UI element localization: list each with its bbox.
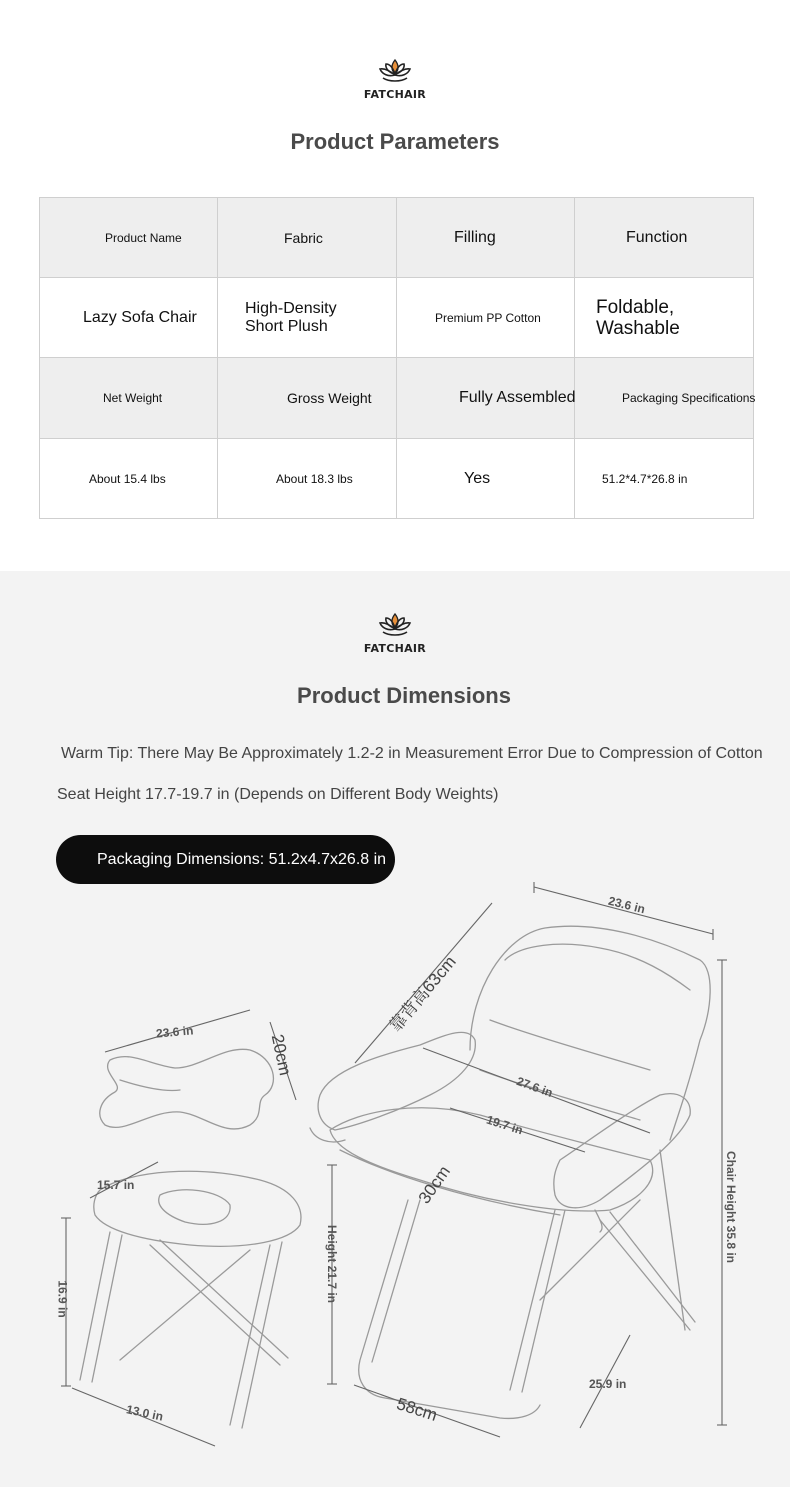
dimension-label: 23.6 in — [155, 1023, 194, 1041]
table-cell: Fully Assembled — [397, 358, 575, 439]
dimension-label: 16.9 in — [55, 1280, 70, 1318]
dimension-label: 13.0 in — [124, 1402, 165, 1424]
dimension-label: 20cm — [267, 1032, 295, 1078]
brand-name: FATCHAIR — [363, 88, 427, 101]
warm-tip: Warm Tip: There May Be Approximately 1.2-2 in Measurement Error Due to Compression of Cotton — [61, 745, 763, 762]
chair-armrest-left — [318, 1032, 475, 1130]
table-cell: Fabric — [218, 198, 397, 278]
dimension-label: 15.7 in — [97, 1178, 135, 1192]
table-cell: Gross Weight — [218, 358, 397, 439]
table-cell: Net Weight — [40, 358, 218, 439]
table-cell: Packaging Specifications — [575, 358, 754, 439]
table-cell: About 18.3 lbs — [218, 439, 397, 519]
dimension-label: 27.6 in — [514, 1074, 555, 1100]
dimension-label: Height 21.7 in — [325, 1224, 340, 1304]
dimension-label: Chair Height 35.8 in — [724, 1150, 739, 1264]
dimension-label: 23.6 in — [606, 893, 647, 917]
table-cell: Foldable, Washable — [575, 278, 754, 358]
stool-legs — [80, 1232, 110, 1380]
table-cell: Product Name — [40, 198, 218, 278]
seat-height-note: Seat Height 17.7-19.7 in (Depends on Different Body Weights) — [57, 786, 499, 803]
table-cell: About 15.4 lbs — [40, 439, 218, 519]
chair-armrest-right — [554, 1094, 690, 1208]
table-cell: High-Density Short Plush — [218, 278, 397, 358]
dimension-label: 靠背高63cm — [385, 952, 460, 1036]
dimension-label: 58cm — [394, 1394, 440, 1425]
table-cell: 51.2*4.7*26.8 in — [575, 439, 754, 519]
dimension-label: 30cm — [414, 1162, 455, 1208]
brand-name: FATCHAIR — [363, 642, 427, 655]
table-cell: Premium PP Cotton — [397, 278, 575, 358]
parameters-title: Product Parameters — [290, 129, 500, 154]
chair-legs — [359, 1200, 540, 1418]
table-cell: Yes — [397, 439, 575, 519]
dimension-label: 19.7 in — [484, 1112, 525, 1138]
packaging-dimensions-badge: Packaging Dimensions: 51.2x4.7x26.8 in — [56, 835, 395, 884]
table-cell: Filling — [397, 198, 575, 278]
pillow — [100, 1049, 274, 1129]
table-cell: Lazy Sofa Chair — [40, 278, 218, 358]
table-cell: Function — [575, 198, 754, 278]
dimension-label: 25.9 in — [589, 1377, 627, 1391]
dimensions-title: Product Dimensions — [297, 683, 511, 708]
